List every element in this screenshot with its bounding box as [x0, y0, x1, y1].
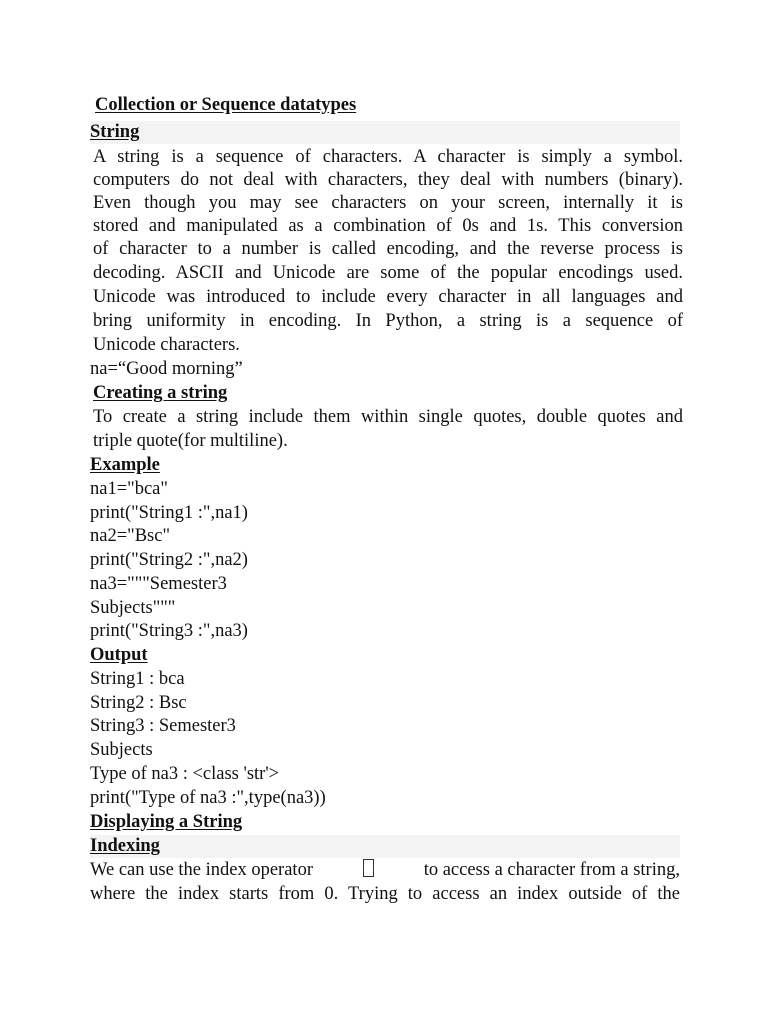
string-para-line-3: Even though you may see characters on your screen, internally it is: [93, 193, 683, 213]
string-para-line-6: decoding. ASCII and Unicode are some of the popular encodings used.: [93, 263, 683, 283]
document-title: Collection or Sequence datatypes: [95, 95, 357, 115]
example-code-line-7: print("String3 :",na3): [90, 621, 248, 641]
section-heading-example: Example: [90, 455, 160, 475]
index-operator-bracket-icon: [363, 859, 374, 877]
indexing-text-before: We can use the index operator: [90, 860, 313, 880]
creating-para-line-2: triple quote(for multiline).: [93, 431, 288, 451]
example-code-line-6: Subjects""": [90, 598, 176, 618]
output-line-1: String1 : bca: [90, 669, 185, 689]
section-heading-string: String: [90, 121, 680, 144]
na-example-line: na=“Good morning”: [90, 359, 243, 379]
example-code-line-3: na2="Bsc": [90, 526, 170, 546]
example-code-line-4: print("String2 :",na2): [90, 550, 248, 570]
section-heading-creating-string: Creating a string: [93, 383, 228, 403]
output-line-4: Subjects: [90, 740, 153, 760]
output-line-2: String2 : Bsc: [90, 693, 187, 713]
section-heading-indexing: Indexing: [90, 835, 680, 858]
indexing-text-after: to access a character from a string,: [423, 860, 680, 880]
string-para-line-7: Unicode was introduced to include every character in all languages and: [93, 287, 683, 307]
creating-para-line-1: To create a string include them within single quotes, double quotes and: [93, 407, 683, 427]
indexing-para-line-1: [90, 859, 680, 882]
output-line-5: Type of na3 : <class 'str'>: [90, 764, 280, 784]
string-para-line-8: bring uniformity in encoding. In Python, a string is a sequence of: [93, 311, 683, 331]
string-para-line-1: A string is a sequence of characters. A character is simply a symbol.: [93, 147, 683, 167]
string-para-line-4: stored and manipulated as a combination of 0s and 1s. This conversion: [93, 216, 683, 236]
output-line-3: String3 : Semester3: [90, 716, 236, 736]
string-para-line-9: Unicode characters.: [93, 335, 240, 355]
string-para-line-2: computers do not deal with characters, they deal with numbers (binary).: [93, 170, 683, 190]
example-code-line-2: print("String1 :",na1): [90, 503, 248, 523]
string-para-line-5: of character to a number is called encoding, and the reverse process is: [93, 239, 683, 259]
section-heading-output: Output: [90, 645, 148, 665]
example-code-line-1: na1="bca": [90, 479, 168, 499]
output-line-6: print("Type of na3 :",type(na3)): [90, 788, 326, 808]
section-heading-displaying-string: Displaying a String: [90, 812, 243, 832]
indexing-para-line-2: where the index starts from 0. Trying to access an index outside of the: [90, 884, 680, 904]
example-code-line-5: na3="""Semester3: [90, 574, 227, 594]
